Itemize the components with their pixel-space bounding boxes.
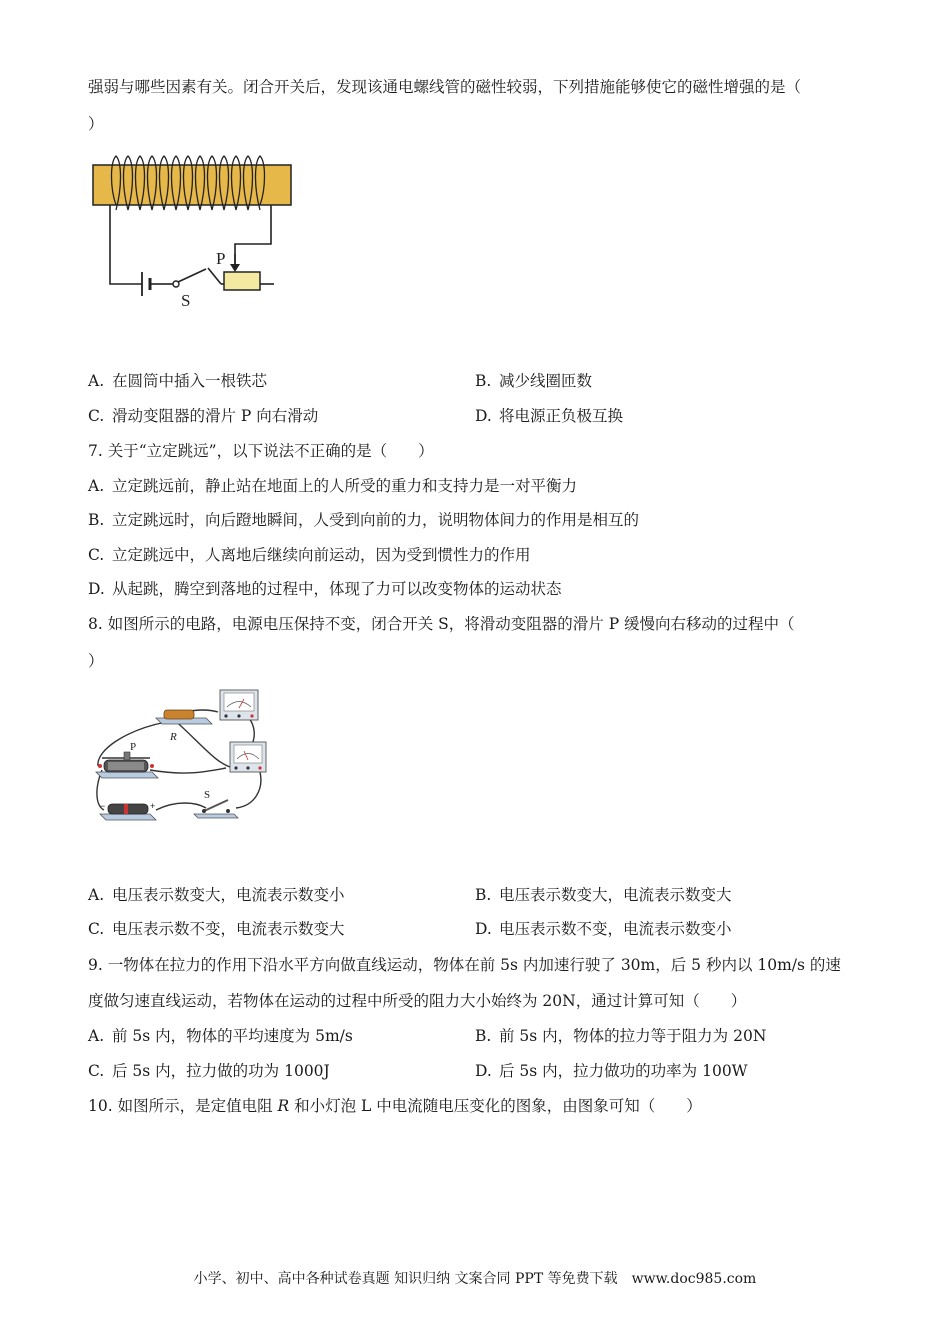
battery-plus: + [150,801,156,811]
q9-stem-line-2: 度做匀速直线运动，若物体在运动的过程中所受的阻力大小始终为 20N，通过计算可知（ ） [88,992,747,1010]
option-letter: A. [88,1027,105,1045]
q7-option-a [88,476,577,496]
q7-stem: 7. 关于“立定跳远”，以下说法不正确的是（ ） [88,442,434,460]
q10-stem-part-2: 和小灯泡 L 中电流随电压变化的图象，由图象可知（ ） [289,1097,702,1115]
option-text: 在圆筒中插入一根铁芯 [112,372,268,390]
option-letter: D. [88,580,105,598]
q8-option-d [475,919,732,939]
option-letter: D. [475,1062,492,1080]
q6-option-b [475,371,592,391]
circuit-apparatus-figure [86,680,276,825]
option-letter: B. [475,372,492,390]
q9-option-b [475,1026,766,1046]
option-text: 前 5s 内，物体的平均速度为 5m/s [112,1027,353,1045]
q9-option-a [88,1026,353,1046]
q10-stem-part-1: 10. 如图所示，是定值电阻 [88,1097,278,1115]
option-letter: D. [475,920,492,938]
q9-option-d [475,1061,748,1081]
option-text: 立定跳远中，人离地后继续向前运动，因为受到惯性力的作用 [112,546,531,564]
option-text: 前 5s 内，物体的拉力等于阻力为 20N [499,1027,767,1045]
option-text: 电压表示数变大，电流表示数变小 [112,886,345,904]
option-text: 减少线圈匝数 [499,372,593,390]
option-text: 立定跳远前，静止站在地面上的人所受的重力和支持力是一对平衡力 [112,477,578,495]
q6-option-a [88,371,267,391]
q10-stem [88,1096,702,1116]
q8-option-a [88,885,345,905]
option-letter: B. [88,511,105,529]
option-text: 将电源正负极互换 [499,407,624,425]
label-p: P [216,249,226,268]
q7-option-b [88,510,639,530]
option-text: 电压表示数不变，电流表示数变小 [499,920,732,938]
label-r: R [170,731,177,743]
option-letter: C. [88,546,105,564]
q7-option-d [88,579,562,599]
option-letter: B. [475,1027,492,1045]
q8-option-c [88,919,345,939]
q8-stem-line-2: ） [88,652,104,670]
label-s: S [204,789,211,801]
option-letter: A. [88,477,105,495]
q8-stem-line-1: 8. 如图所示的电路，电源电压保持不变，闭合开关 S，将滑动变阻器的滑片 P 缓慢向右移动的过程中（ [88,615,795,633]
solenoid-circuit-figure [88,148,308,308]
page-footer: 小学、初中、高中各种试卷真题 知识归纳 文案合同 PPT 等免费下载 www.doc985.com [193,1271,757,1287]
option-text: 电压表示数变大，电流表示数变大 [499,886,732,904]
option-text: 电压表示数不变，电流表示数变大 [112,920,345,938]
option-letter: C. [88,920,105,938]
q10-symbol-r: R [277,1097,290,1115]
q9-stem-line-1: 9. 一物体在拉力的作用下沿水平方向做直线运动，物体在前 5s 内加速行驶了 30m，后 5 秒内以 10m/s 的速 [88,956,841,974]
option-text: 后 5s 内，拉力做的功为 1000J [112,1062,330,1080]
option-letter: D. [475,407,492,425]
q6-stem-line-1: 强弱与哪些因素有关。闭合开关后，发现该通电螺线管的磁性较弱，下列措施能够使它的磁性增强的是（ [88,78,802,96]
label-s: S [181,291,191,308]
option-text: 从起跳，腾空到落地的过程中，体现了力可以改变物体的运动状态 [112,580,562,598]
label-p: P [130,741,137,753]
option-text: 立定跳远时，向后蹬地瞬间，人受到向前的力，说明物体间力的作用是相互的 [112,511,640,529]
q7-option-c [88,545,531,565]
q6-option-d [475,406,623,426]
option-letter: C. [88,407,105,425]
option-letter: B. [475,886,492,904]
q8-option-b [475,885,732,905]
option-text: 滑动变阻器的滑片 P 向右滑动 [112,407,319,425]
option-letter: C. [88,1062,105,1080]
q6-stem-line-2: ） [88,115,104,133]
option-text: 后 5s 内，拉力做功的功率为 100W [499,1062,748,1080]
battery-minus: − [100,801,106,811]
q9-option-c [88,1061,330,1081]
q6-option-c [88,406,318,426]
option-letter: A. [88,372,105,390]
option-letter: A. [88,886,105,904]
